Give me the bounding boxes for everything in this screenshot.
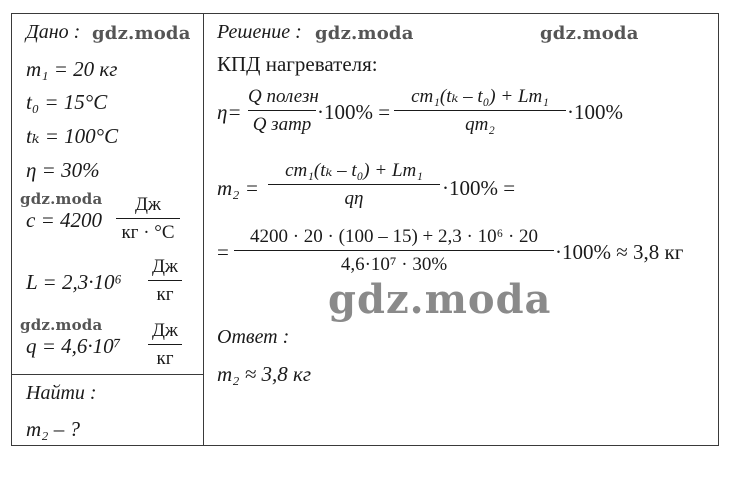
eq1-frac2-num: cm₁(tₖ – t₀) + Lm₁ bbox=[411, 86, 549, 107]
eq3-frac bbox=[234, 226, 554, 276]
eq1-frac1 bbox=[248, 86, 319, 136]
fraction-bar bbox=[148, 280, 182, 281]
fraction-bar bbox=[394, 110, 566, 111]
answer-value: m₂ ≈ 3,8 кг bbox=[217, 362, 312, 386]
given-m1: m₁ = 20 кг bbox=[26, 57, 118, 81]
fraction-bar bbox=[234, 250, 554, 251]
watermark-solution-top-2: gdz.moda bbox=[540, 23, 639, 44]
eq1-tail: ·100% bbox=[567, 100, 623, 124]
eq2-lhs: m₂ = bbox=[217, 176, 259, 200]
eq3-tail: ·100% ≈ 3,8 кг bbox=[555, 240, 684, 264]
watermark-given-q: gdz.moda bbox=[20, 316, 103, 334]
given-c-unit-den: кг · °C bbox=[121, 221, 175, 243]
watermark-given-c: gdz.moda bbox=[20, 190, 103, 208]
solution-header: Решение : bbox=[217, 21, 302, 43]
efficiency-label: КПД нагревателя: bbox=[217, 52, 378, 76]
given-find-divider bbox=[12, 374, 203, 375]
find-target: m₂ – ? bbox=[26, 417, 80, 441]
given-L-unit bbox=[148, 256, 182, 306]
given-q-unit-num: Дж bbox=[151, 320, 179, 341]
eq1-frac2-den: qm₂ bbox=[465, 113, 495, 135]
fraction-bar bbox=[248, 110, 316, 111]
eq2-frac-den: qη bbox=[344, 187, 364, 209]
problem-sheet bbox=[11, 13, 719, 446]
eq1-frac2 bbox=[394, 86, 566, 136]
watermark-given-top: gdz.moda bbox=[92, 23, 191, 44]
given-eta: η = 30% bbox=[26, 158, 100, 182]
given-c-unit bbox=[116, 194, 180, 244]
fraction-bar bbox=[268, 184, 440, 185]
fraction-bar bbox=[116, 218, 180, 219]
eq2-tail: ·100% = bbox=[442, 176, 516, 200]
given-c-value: c = 4200 bbox=[26, 208, 102, 232]
column-divider bbox=[203, 14, 204, 445]
eq1-frac1-den: Q затр bbox=[252, 113, 312, 135]
given-L-value: L = 2,3·10⁶ bbox=[26, 270, 122, 294]
given-q-unit-den: кг bbox=[156, 347, 174, 369]
given-q-value: q = 4,6·10⁷ bbox=[26, 334, 121, 358]
watermark-solution-top-1: gdz.moda bbox=[315, 23, 414, 44]
find-header: Найти : bbox=[26, 382, 97, 404]
given-tk: tₖ = 100°C bbox=[26, 124, 119, 148]
eq3-lhs: = bbox=[217, 240, 229, 264]
given-header: Дано : bbox=[26, 21, 81, 43]
given-L-unit-den: кг bbox=[156, 283, 174, 305]
fraction-bar bbox=[148, 344, 182, 345]
given-L-unit-num: Дж bbox=[151, 256, 179, 277]
eq3-frac-den: 4,6·10⁷ · 30% bbox=[340, 253, 448, 275]
eq1-lhs: η= bbox=[217, 100, 242, 124]
eq2-frac bbox=[268, 160, 440, 210]
given-q-unit bbox=[148, 320, 182, 370]
given-c-unit-num: Дж bbox=[134, 194, 162, 215]
eq1-mid: ·100% = bbox=[317, 100, 391, 124]
eq1-frac1-num: Q полезн bbox=[248, 86, 319, 107]
eq2-frac-num: cm₁(tₖ – t₀) + Lm₁ bbox=[285, 160, 423, 181]
eq3-frac-num: 4200 · 20 · (100 – 15) + 2,3 · 10⁶ · 20 bbox=[249, 226, 539, 247]
answer-header: Ответ : bbox=[217, 326, 290, 348]
watermark-center: gdz.moda bbox=[328, 276, 552, 323]
given-t0: t₀ = 15°C bbox=[26, 90, 108, 114]
